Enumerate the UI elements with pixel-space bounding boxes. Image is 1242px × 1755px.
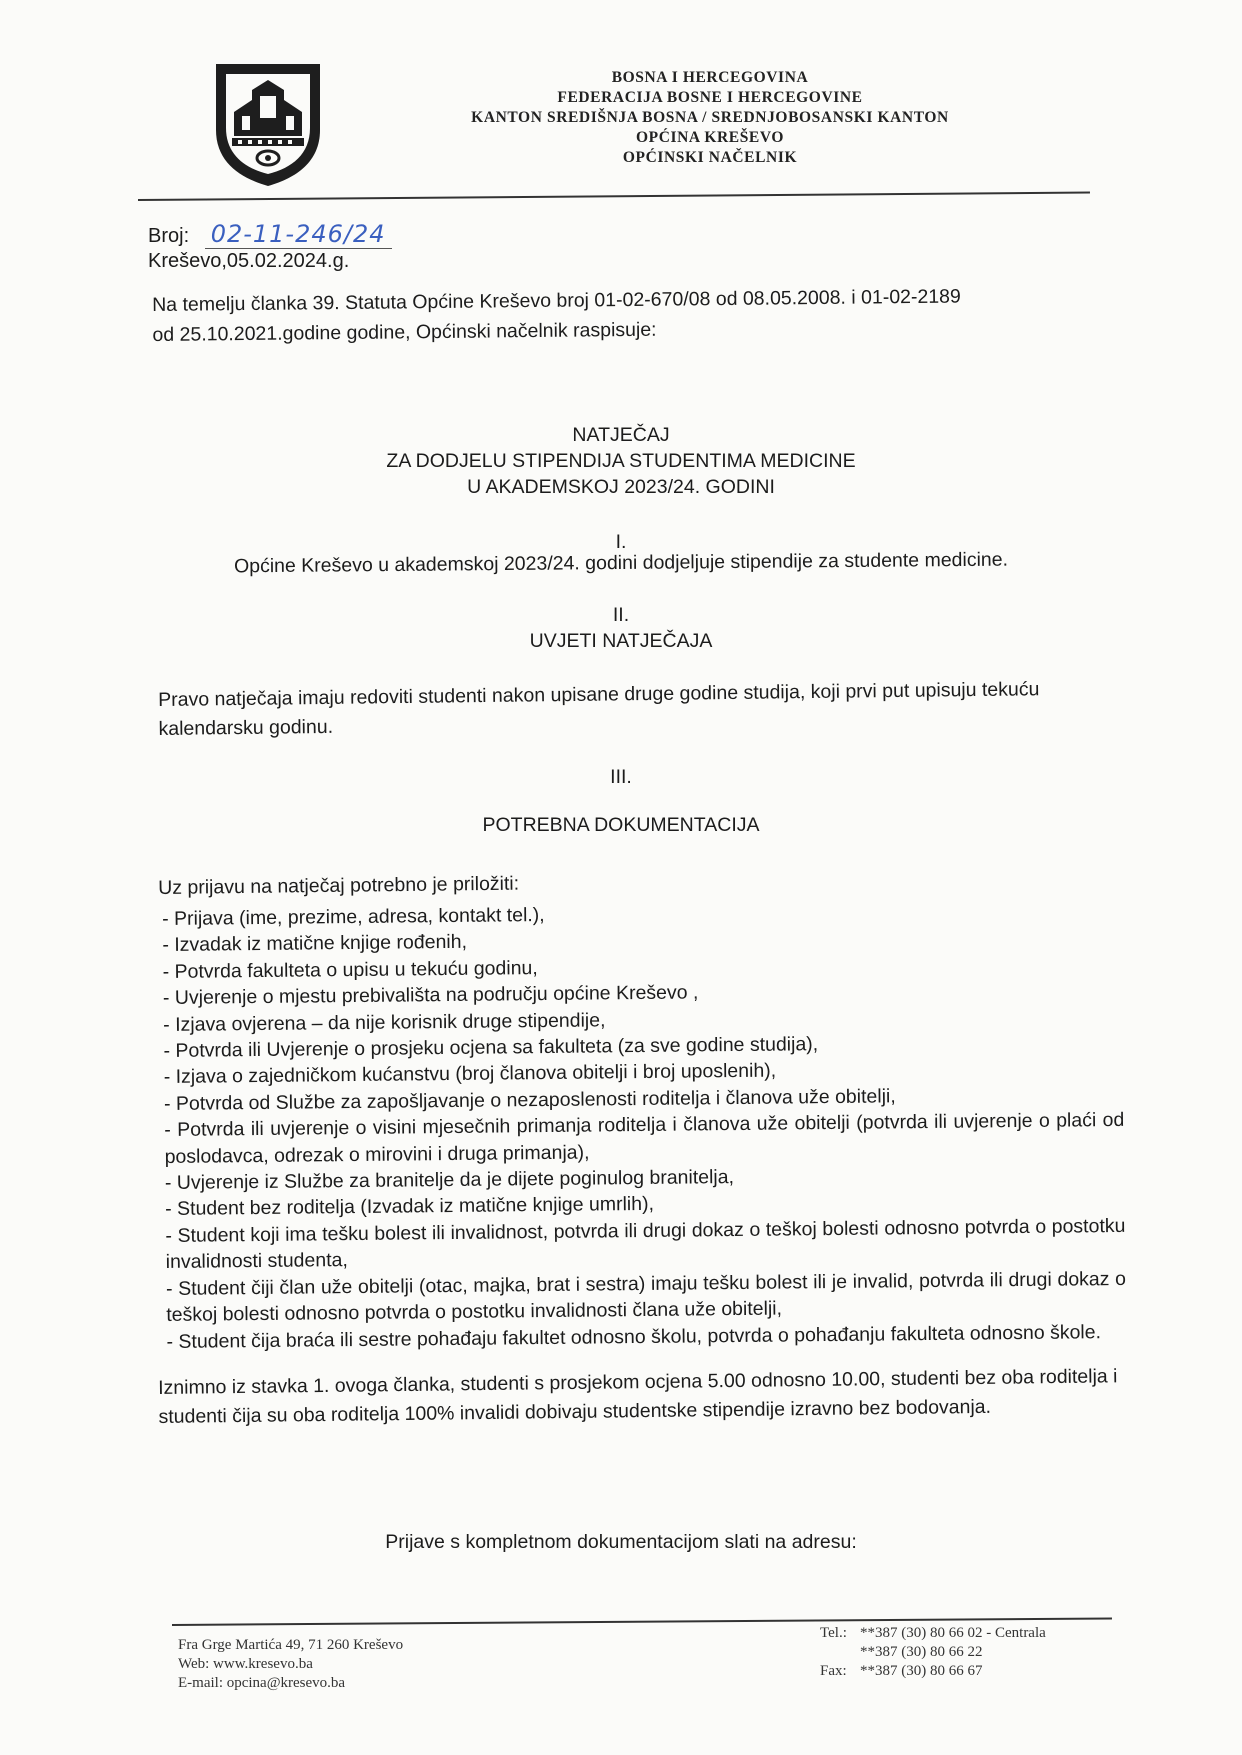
tel-second: **387 (30) 80 66 22 [860,1644,983,1660]
document-subtitle: U AKADEMSKOJ 2023/24. GODINI [467,476,775,498]
list-item: - Uvjerenje iz Službe za branitelje da je dijete poginulog branitelja, [164,1166,735,1195]
footer-contact [178,1636,403,1693]
section-text: Uz prijavu na natječaj potrebno je priložiti: [158,872,520,899]
send-instruction: Prijave s kompletnom dokumentacijom slati na adresu: [385,1531,857,1553]
intro-paragraph: Na temelju članka 39. Statuta Općine Kreševo broj 01-02-670/08 od 08.05.2008. i 01-02-2189 od 25.10.2021.godine godine, Općinski načelnik raspisuje: [152,285,961,346]
document-subtitle: ZA DODJELU STIPENDIJA STUDENTIMA MEDICINE [386,450,856,472]
section-text: Pravo natječaja imaju redoviti studenti nakon upisane druge godine studija, koji prvi put upisuju tekuću kalendarsku godinu. [158,678,1040,740]
reference-number [148,220,392,248]
list-item: - Student čija braća ili sestre pohađaju fakultet odnosno školu, potvrda o pohađanju fakulteta odnosno škole. [166,1320,1102,1353]
fax-label: Fax: [820,1663,847,1679]
list-item: - Student bez roditelja (Izvadak iz matične knjige umrlih), [165,1193,655,1221]
header-divider [138,192,1090,201]
letterhead-line: KANTON SREDIŠNJA BOSNA / SREDNJOBOSANSKI KANTON [471,109,949,126]
section-number: II. [612,604,630,626]
section-heading: POTREBNA DOKUMENTACIJA [482,814,760,836]
list-item: - Izjava o zajedničkom kućanstvu (broj članova obitelji i broj uposlenih), [163,1060,777,1089]
footer-email: E-mail: opcina@kresevo.ba [178,1675,346,1691]
documentation-list [162,896,1127,1355]
list-item: - Student koji ima tešku bolest ili invalidnost, potvrda ili drugi dokaz o teškoj bolesti odnosno potvrda o postotku invalidnosti studenta, [165,1214,1126,1274]
letterhead-line: FEDERACIJA BOSNE I HERCEGOVINE [557,89,863,106]
fax-number: **387 (30) 80 66 67 [860,1663,983,1679]
exception-paragraph: Iznimno iz stavka 1. ovoga članka, studenti s prosjekom ocjena 5.00 odnosno 10.00, studenti bez oba roditelja i studenti čija su oba roditelja 100% invalidi dobivaju studentske stipendije izravno bez bodovanja. [158,1365,1118,1428]
tel-label: Tel.: [820,1625,847,1641]
footer-phones [820,1624,1046,1681]
list-item: - Potvrda ili Uvjerenje o prosjeku ocjena sa fakulteta (za sve godine studija), [163,1033,819,1063]
list-item: - Potvrda fakulteta o upisu u tekuću godinu, [162,956,538,983]
section-heading: UVJETI NATJEČAJA [529,630,713,652]
place-date: Kreševo,05.02.2024.g. [148,250,350,272]
list-item: - Student čiji član uže obitelji (otac, majka, brat i sestra) imaju tešku bolest ili je invalid, potvrda ili drugi dokaz o teškoj bolesti odnosno potvrda o postotku invalidnosti člana uže obitelji, [165,1267,1127,1327]
list-item: - Uvjerenje o mjestu prebivališta na području općine Kreševo , [162,981,699,1010]
footer-address: Fra Grge Martića 49, 71 260 Kreševo [178,1637,404,1653]
reference-value: 02-11-246/24 [205,220,392,249]
tel-central: **387 (30) 80 66 02 - Centrala [860,1625,1046,1641]
municipality-crest-icon [212,60,324,188]
list-item: - Prijava (ime, prezime, adresa, kontakt tel.), [162,903,545,930]
list-item: - Potvrda od Službe za zapošljavanje o nezaposlenosti roditelja i članova uže obitelji, [163,1085,896,1115]
letterhead [440,68,980,168]
letterhead-line: BOSNA I HERCEGOVINA [611,69,809,86]
footer-web: Web: www.kresevo.ba [178,1656,313,1672]
letterhead-line: OPĆINA KREŠEVO [635,129,785,146]
section-text: Općine Kreševo u akademskoj 2023/24. godini dodjeljuje stipendije za studente medicine. [233,548,1009,578]
reference-label: Broj: [148,225,190,247]
list-item: - Izjava ovjerena – da nije korisnik druge stipendije, [163,1008,606,1036]
section-number: I. [615,531,627,553]
list-item: - Potvrda ili uvjerenje o visini mjesečnih primanja roditelja i članova uže obitelji (potvrda ili uvjerenje o plaći od poslodavca, odrezak o mirovini i druga primanja), [164,1109,1125,1168]
letterhead-line: OPĆINSKI NAČELNIK [622,149,798,166]
document-title: NATJEČAJ [572,424,670,446]
list-item: - Izvadak iz matične knjige rođenih, [162,931,468,957]
section-number: III. [610,766,632,788]
